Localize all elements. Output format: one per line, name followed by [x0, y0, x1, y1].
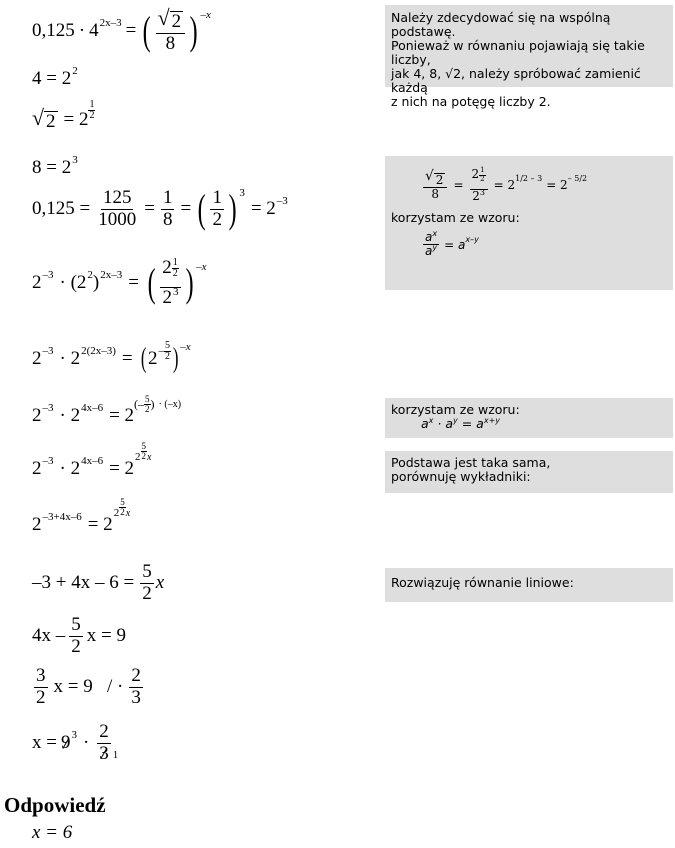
paren-close: )	[228, 186, 237, 232]
eq-text: )	[92, 272, 100, 294]
fraction: $\frac{2}{3}$	[99, 721, 109, 764]
eq-text: = 2	[109, 405, 135, 426]
exponent-group: (– 5 2 ) · (–x)	[134, 393, 182, 414]
note-formula-division	[385, 156, 673, 290]
eq-exponent: 2x–3	[99, 17, 122, 30]
eq-text: 2	[32, 272, 42, 294]
paren-open: (	[142, 8, 151, 54]
eq-exponent: –3	[42, 269, 54, 282]
eq-text: 2	[32, 348, 42, 369]
eq-text: 4 = 2	[32, 68, 72, 89]
eq-text: x = 9	[86, 625, 126, 647]
eq-exponent: –x	[196, 261, 207, 274]
answer-value	[32, 822, 72, 844]
eq-exponent: 2	[135, 451, 141, 463]
eq-text: x	[155, 572, 165, 594]
note-line: Należy zdecydować się na wspólną podstawę.	[391, 10, 611, 39]
eq-exponent: –x	[200, 9, 211, 22]
eq-text: 8 = 2	[32, 157, 72, 178]
eq-text: 0,125 =	[32, 198, 91, 220]
eq-text: 4	[89, 20, 99, 42]
paren-close: )	[189, 8, 198, 54]
eq-text: =	[180, 198, 192, 220]
eq-text: · 2	[59, 348, 81, 369]
fraction: $\frac{2}{3}$	[131, 665, 141, 708]
note-formula-multiplication	[385, 398, 673, 438]
eq-text: 2	[147, 348, 158, 369]
paren-open: (	[197, 186, 206, 232]
eq-text: 0,125	[32, 20, 75, 42]
eq-exponent: –3+4x–6	[42, 511, 82, 523]
eq-exponent: 3	[72, 154, 78, 166]
eq-text: · 2	[59, 458, 81, 479]
exponent-fraction: 5 2	[120, 496, 125, 517]
equation-2	[32, 65, 78, 90]
eq-text: 8	[165, 32, 176, 54]
equation-1	[32, 8, 211, 55]
eq-text: –3 + 4x – 6 =	[32, 572, 135, 594]
eq-text: =	[121, 348, 133, 369]
equation-8	[32, 393, 182, 427]
eq-text: x =	[32, 732, 57, 754]
eq-exponent: 2	[72, 65, 78, 77]
note-line: jak 4, 8, √2, należy spróbować zamienić każdą	[391, 66, 641, 95]
fraction: $\frac{3}{2}$	[36, 665, 46, 708]
note-linear-equation	[385, 568, 673, 602]
eq-text: 2	[171, 11, 182, 32]
equation-10	[32, 496, 131, 536]
eq-exponent: 2x–3	[100, 269, 123, 282]
equation-5	[32, 188, 288, 231]
equation-13	[32, 666, 145, 709]
paren-close: )	[185, 260, 194, 306]
exponent-fraction: 5 2	[164, 339, 170, 362]
fraction: √ 2 8	[156, 8, 186, 55]
note-line: porównuję wykładniki:	[391, 469, 531, 484]
note-same-base	[385, 451, 673, 493]
eq-exponent: 2(2x–3)	[81, 345, 116, 357]
fraction: $\frac{5}{2}$	[142, 561, 152, 604]
paren-open: (	[147, 260, 156, 306]
eq-subscript: 1	[112, 749, 119, 762]
fraction: $\frac{125}{1000}$	[98, 187, 137, 230]
note-line: z nich na potęgę liczby 2.	[391, 94, 551, 109]
exponent-fraction: 5 2	[141, 440, 147, 461]
cancelled-number: 9	[60, 732, 71, 754]
eq-text: · (2	[59, 272, 87, 294]
eq-text: ·	[78, 20, 86, 42]
eq-exponent: 4x–6	[81, 402, 104, 414]
fraction: $\frac{5}{2}$	[71, 614, 81, 657]
eq-text: =	[144, 198, 155, 220]
eq-text: 2	[46, 111, 56, 132]
fraction: $\frac{1}{2}$	[212, 187, 222, 230]
eq-exponent: –3	[42, 455, 54, 467]
eq-text: x = 6	[32, 822, 73, 843]
eq-exponent: 3	[71, 729, 77, 742]
equation-7	[32, 339, 191, 374]
fraction: $\frac{1}{8}$	[162, 187, 173, 230]
note-line: Ponieważ w równaniu pojawiają się takie liczby,	[391, 38, 645, 67]
eq-text: = 2	[250, 198, 276, 220]
note-math: √ 2 8 = 2 $\frac{1}{2}$ $2^3$ = 2 1/2 – 3 = 2 – 5/2	[425, 166, 588, 203]
eq-text: 2	[32, 514, 42, 535]
eq-exponent: 4x–6	[81, 455, 104, 467]
note-common-base	[385, 5, 673, 109]
eq-exponent: –	[158, 345, 164, 357]
note-line: korzystam ze wzoru:	[391, 402, 520, 417]
eq-text: 2	[32, 405, 42, 426]
eq-exponent: –x	[180, 341, 191, 353]
paren-open: (	[140, 343, 147, 374]
note-formula: $\frac{a^x}{a^y}$ = a x–y	[425, 228, 479, 259]
eq-exponent: 3	[239, 187, 245, 200]
eq-text: ·	[82, 732, 90, 754]
answer-heading: Odpowiedź	[4, 793, 106, 817]
equation-6	[32, 258, 207, 309]
eq-text: =	[125, 20, 137, 42]
exponent-fraction: 1 2	[89, 98, 95, 121]
eq-text: 4x –	[32, 625, 66, 647]
eq-exponent: –3	[42, 402, 54, 414]
equation-11	[32, 562, 164, 605]
eq-exponent: 2	[87, 269, 93, 282]
note-formula: $a^x \cdot a^y = a^{x+y}$	[421, 416, 500, 431]
note-line: korzystam ze wzoru:	[391, 209, 520, 225]
note-line: Rozwiązuję równanie liniowe:	[391, 575, 574, 590]
fraction: 2 $\frac{1}{2}$ $2^3$	[160, 258, 181, 309]
eq-text: x	[147, 451, 152, 463]
equation-14	[32, 722, 118, 765]
eq-text: = 2	[109, 458, 135, 479]
eq-text: · 2	[59, 405, 81, 426]
equation-9	[32, 440, 152, 480]
eq-exponent: –3	[276, 195, 288, 208]
eq-text: x = 9 / ·	[53, 676, 124, 698]
note-line: Podstawa jest taka sama,	[391, 455, 551, 470]
eq-text: = 2	[63, 109, 89, 131]
equation-3: √ 2 = 2 1 2	[32, 98, 95, 132]
eq-exponent: 2	[113, 507, 120, 519]
eq-text: = 2	[87, 514, 113, 535]
eq-text: x	[125, 507, 131, 519]
paren-close: )	[172, 343, 179, 374]
eq-exponent: –3	[42, 345, 54, 357]
eq-text: =	[128, 272, 139, 294]
equation-4	[32, 154, 78, 179]
equation-12	[32, 615, 126, 658]
eq-text: 2	[32, 458, 42, 479]
